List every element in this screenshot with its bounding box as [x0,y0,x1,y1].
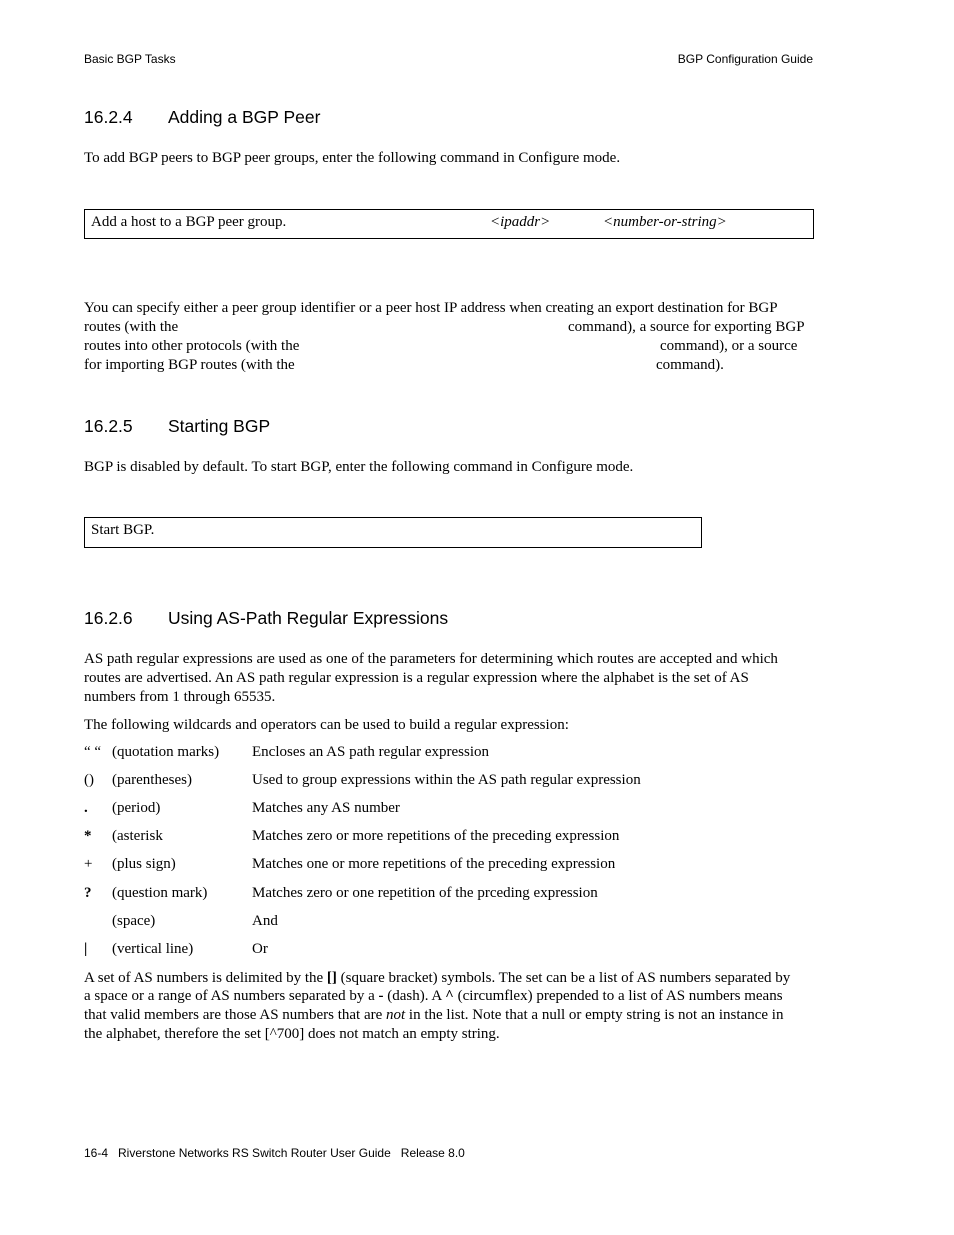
wildcard-name: (space) [112,913,156,929]
paragraph-line: numbers from 1 through 65535. [84,689,276,705]
paragraph-line: command), a source for exporting BGP [568,319,805,335]
paragraph-line: the alphabet, therefore the set [^700] does not match an empty string. [84,1026,500,1042]
wildcard-description: Matches one or more repetitions of the preceding expression [252,856,616,872]
wildcard-name: (quotation marks) [112,744,220,760]
section-number: 16.2.4 [84,107,133,127]
section-title: Starting BGP [168,416,271,436]
command-argument-ipaddr: <ipaddr> [490,214,551,230]
section-heading-adding-bgp-peer [84,107,320,128]
text-run: A set of AS numbers is delimited by the [84,970,327,986]
wildcard-description: Encloses an AS path regular expression [252,744,490,760]
section-title: Using AS-Path Regular Expressions [168,608,449,628]
command-argument-number-or-string: <number-or-string> [603,214,727,230]
wildcard-name: (parentheses) [112,772,192,788]
wildcard-description: Matches zero or one repetition of the prceding expression [252,885,598,901]
paragraph-line [84,969,790,988]
paragraph-line: routes (with the [84,319,179,335]
paragraph-line: You can specify either a peer group identifier or a peer host IP address when creating an export destination for BGP [84,300,778,316]
paragraph-line: AS path regular expressions are used as one of the parameters for determining which routes are accepted and which [84,651,778,667]
intro-paragraph: BGP is disabled by default. To start BGP, enter the following command in Configure mode. [84,459,634,475]
wildcard-name: (asterisk [112,828,163,844]
paragraph-line: command). [656,357,724,373]
paragraph-line [84,1006,783,1025]
wildcard-description: Used to group expressions within the AS path regular expression [252,772,641,788]
running-header-left: Basic BGP Tasks [84,52,176,66]
paragraph-line: command), or a source [660,338,798,354]
text-run: a space or a range of AS numbers separated by a [84,988,379,1004]
wildcard-description: Matches zero or more repetitions of the preceding expression [252,828,620,844]
text-run-italic: not [386,1007,406,1023]
wildcard-symbol: + [84,856,93,872]
text-run: that valid members are those AS numbers that are [84,1007,386,1023]
wildcard-description: And [252,913,278,929]
wildcard-name: (vertical line) [112,941,194,957]
wildcard-name: (question mark) [112,885,208,901]
command-description: Start BGP. [91,522,155,538]
paragraph-line: routes into other protocols (with the [84,338,300,354]
paragraph-line: The following wildcards and operators can be used to build a regular expression: [84,717,569,733]
running-header-right: BGP Configuration Guide [677,52,813,66]
text-run: (square bracket) symbols. The set can be a list of AS numbers separated by [336,970,791,986]
wildcard-symbol: . [84,800,88,816]
text-run: in the list. Note that a null or empty string is not an instance in [405,1007,784,1023]
text-run-bold: ^ [445,988,454,1004]
intro-paragraph: To add BGP peers to BGP peer groups, enter the following command in Configure mode. [84,150,621,166]
wildcard-description: Matches any AS number [252,800,400,816]
section-title: Adding a BGP Peer [168,107,321,127]
command-description: Add a host to a BGP peer group. [91,214,287,230]
section-heading-as-path-regex [84,608,448,629]
section-heading-starting-bgp [84,416,270,437]
wildcard-description: Or [252,941,268,957]
text-run-bold: [] [326,970,337,986]
wildcard-symbol: | [84,941,88,957]
command-table-start-bgp [84,517,702,548]
section-number: 16.2.5 [84,416,133,436]
text-run-bold: - [378,988,384,1004]
text-run: (dash). A [383,988,446,1004]
wildcard-symbol: * [84,828,92,844]
running-footer: 16-4 Riverstone Networks RS Switch Router User Guide Release 8.0 [84,1146,465,1160]
wildcard-name: (period) [112,800,161,816]
command-table-add-peer [84,209,814,239]
section-number: 16.2.6 [84,608,133,628]
paragraph-line: routes are advertised. An AS path regular expression is a regular expression where the alphabet is the set of AS [84,670,749,686]
wildcard-name: (plus sign) [112,856,176,872]
wildcard-symbol: () [84,772,94,788]
wildcard-symbol: “ “ [84,744,102,760]
wildcard-symbol: ? [84,885,92,901]
paragraph-line: for importing BGP routes (with the [84,357,295,373]
paragraph-line [84,987,783,1006]
text-run: (circumflex) prepended to a list of AS numbers means [453,988,783,1004]
